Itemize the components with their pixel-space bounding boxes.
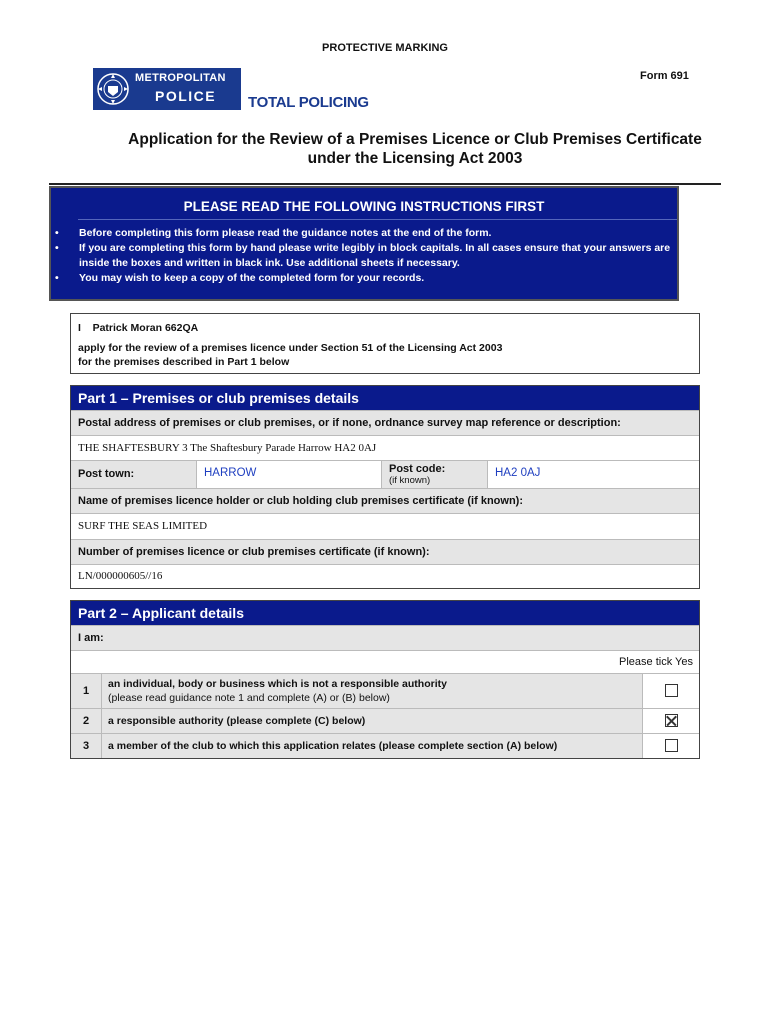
address-field[interactable]: THE SHAFTESBURY 3 The Shaftesbury Parade Harrow HA2 0AJ <box>71 435 699 460</box>
instructions-divider <box>78 219 677 220</box>
post-town-label: Post town: <box>71 461 196 488</box>
logo-text-metropolitan: METROPOLITAN <box>135 72 226 84</box>
crest-icon <box>96 72 130 106</box>
post-code-label-cell <box>381 461 487 488</box>
option-2-checkbox-checked[interactable] <box>665 714 678 727</box>
title-line-1: Application for the Review of a Premises Licence or Club Premises Certificate <box>128 131 702 148</box>
instruction-item: • You may wish to keep a copy of the completed form for your records. <box>55 272 425 284</box>
option-1-checkbox[interactable] <box>665 684 678 697</box>
option-row-1 <box>71 673 699 708</box>
part1-heading: Part 1 – Premises or club premises details <box>71 386 699 410</box>
option-1-checkbox-cell <box>642 674 699 708</box>
holder-label: Name of premises licence holder or club holding club premises certificate (if known): <box>71 488 699 513</box>
post-town-row <box>71 460 699 488</box>
met-police-logo <box>93 68 241 110</box>
address-label: Postal address of premises or club premises, or if none, ordnance survey map reference or description: <box>71 410 699 435</box>
option-3-checkbox[interactable] <box>665 739 678 752</box>
licence-number-label: Number of premises licence or club premises certificate (if known): <box>71 539 699 564</box>
option-text: a responsible authority (please complete (C) below) <box>101 709 642 733</box>
part2-section <box>70 600 700 759</box>
part2-heading: Part 2 – Applicant details <box>71 601 699 625</box>
option-number: 2 <box>71 709 101 733</box>
tick-header: Please tick Yes <box>71 650 699 673</box>
i-am-label: I am: <box>71 625 699 650</box>
post-code-field[interactable]: HA2 0AJ <box>487 461 699 488</box>
post-code-sublabel: (if known) <box>389 475 431 486</box>
option-row-3 <box>71 733 699 758</box>
slogan: TOTAL POLICING <box>248 94 369 111</box>
instructions-heading: PLEASE READ THE FOLLOWING INSTRUCTIONS FIRST <box>183 199 545 214</box>
title-line-2: under the Licensing Act 2003 <box>307 150 523 167</box>
instruction-item: • If you are completing this form by hand please write legibly in block capitals. In all cases ensure that your answers are inside the boxes and written in black ink. Use additional sheets if necessary. <box>55 242 671 269</box>
option-number: 3 <box>71 734 101 758</box>
holder-field[interactable]: SURF THE SEAS LIMITED <box>71 513 699 539</box>
licence-number-field[interactable]: LN/000000605//16 <box>71 564 699 588</box>
option-text: a member of the club to which this application relates (please complete section (A) below) <box>101 734 642 758</box>
instruction-item: • Before completing this form please read the guidance notes at the end of the form. <box>55 227 492 239</box>
option-text: an individual, body or business which is not a responsible authority (please read guidance note 1 and complete (A) or (B) below) <box>101 674 642 708</box>
instructions-box <box>49 186 679 301</box>
applicant-name-field[interactable]: Patrick Moran 662QA <box>92 322 199 334</box>
declaration-name-line: I Patrick Moran 662QA <box>78 322 199 334</box>
post-code-label: Post code: <box>389 463 446 475</box>
declaration-line-2: apply for the review of a premises licence under Section 51 of the Licensing Act 2003 <box>78 342 503 354</box>
option-2-checkbox-cell <box>642 709 699 733</box>
form-title <box>60 130 770 168</box>
form-number: Form 691 <box>640 70 689 82</box>
protective-marking: PROTECTIVE MARKING <box>322 42 448 54</box>
option-number: 1 <box>71 674 101 708</box>
declaration-line-3: for the premises described in Part 1 below <box>78 356 290 368</box>
instructions-list <box>55 226 675 286</box>
logo-text-police: POLICE <box>155 88 217 104</box>
part1-section <box>70 385 700 589</box>
option-row-2 <box>71 708 699 733</box>
title-divider <box>49 183 721 185</box>
option-3-checkbox-cell <box>642 734 699 758</box>
declaration-box <box>70 313 700 374</box>
post-town-field[interactable]: HARROW <box>196 461 381 488</box>
